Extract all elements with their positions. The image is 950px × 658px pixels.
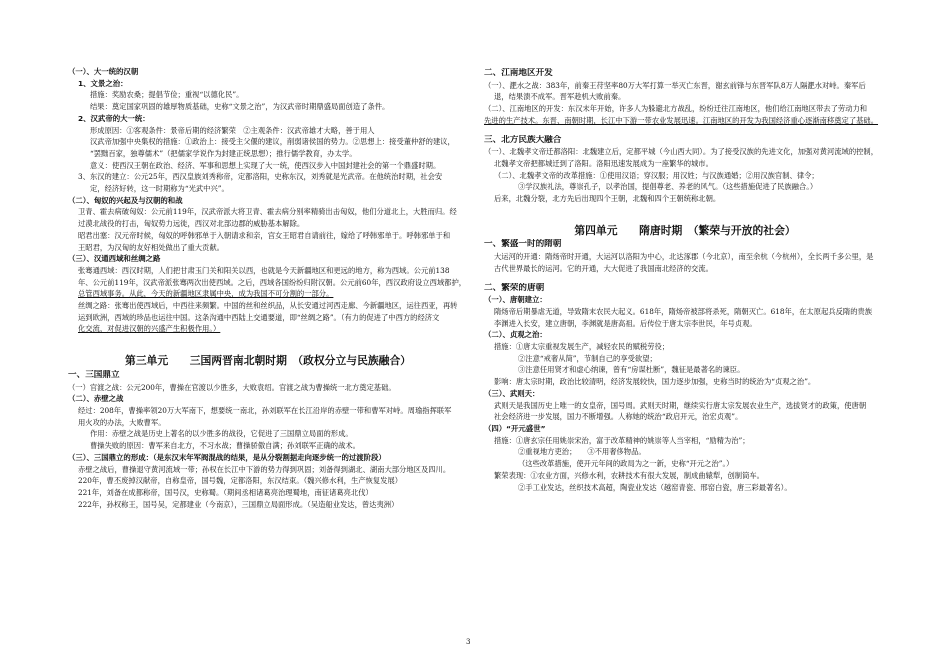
text-line: 222年，孙权称王，国号吴，定都建业（今南京），三国鼎立局面形成。（吴造船业发达，曾达夷洲） — [78, 499, 399, 509]
text-line: 古代世界最长的运河。它的开通，大大促进了我国南北经济的交流。 — [494, 263, 713, 273]
text-line: 用火攻的办法，大败曹军。 — [78, 417, 166, 427]
text-line: 退，结果溃不成军。晋军趁机大败前秦。 — [494, 92, 626, 102]
right-column — [484, 66, 886, 493]
subsection-heading: （四）“开元盛世” — [484, 423, 546, 433]
page-number: 3 — [466, 638, 471, 646]
text-line: （一）、北魏孝文帝迁都洛阳：北魏建立后，定都平城（今山西大同）。为了接受汉族的先进文化，加强对黄河流域的控制， — [484, 147, 879, 157]
text-line: 张骞通西域：西汉时期，人们把甘肃玉门关和阳关以西，也就是今天新疆地区和更远的地方，称为西域。公元前138 — [78, 265, 450, 275]
text-line: 社会经济进一步发展，国力不断增强。人称她的统治“政启开元，治宏贞观”。 — [494, 412, 743, 422]
text-line: 年、公元前119年，汉武帝派张骞两次出使西域。之后，西域各国纷纷归附汉朝。公元前60年，西汉政府设立西域都护， — [78, 277, 467, 287]
subsection-heading: （二）、赤壁之战 — [68, 394, 124, 404]
text-line: ③注意任用贤才和虚心纳谏，曾有“房谋杜断”，魏征是最著名的谏臣。 — [518, 365, 745, 375]
section-heading: 二、江南地区开发 — [484, 68, 553, 78]
left-column — [68, 66, 468, 510]
text-line: （一）官渡之战：公元200年，曹操在官渡以少胜多，大败袁绍。官渡之战为曹操统一北方奠定基础。 — [68, 382, 396, 392]
text-line: （一）、淝水之战：383年，前秦王苻坚率80万大军打算一举灭亡东晋，谢玄前锋与东晋军队8万人隔淝水对峙。秦军后 — [484, 80, 866, 90]
spacer — [484, 275, 886, 281]
section-heading: 二、繁荣的唐朝 — [484, 282, 545, 293]
text-line: ②手工业发达，丝织技术高超，陶瓷业发达（越窑青瓷、邢窑白瓷，唐三彩最著名）。 — [518, 482, 792, 492]
text-line: 作用：赤壁之战是历史上著名的以少胜多的战役，它促进了三国鼎立局面的形成。 — [90, 429, 353, 439]
subsection-heading: （二）、匈奴的兴起及与汉朝的和战 — [68, 195, 183, 205]
text-line: 隋炀帝后期暴虐无道，导致隋末农民大起义。618年，隋炀帝被部将杀死，隋朝灭亡。618年，在太原起兵反隋的贵族 — [494, 306, 873, 316]
text-line: 意义：使西汉王朝在政治、经济、军事和思想上实现了大一统，使西汉步入中国封建社会的第一个鼎盛时期。 — [90, 160, 441, 170]
text-line: 结果：奠定国家巩固的雄厚物质基础，史称“文景之治”，为汉武帝时期鼎盛局面创造了条件。 — [90, 102, 390, 112]
subsection-heading: （二）、贞观之治： — [484, 330, 547, 340]
text-line: 措施：①唐太宗重视发展生产，减轻农民的赋税劳役； — [494, 342, 670, 352]
text-line: 运到欧洲，西域的珍品也运往中国。这条沟通中西陆上交通要道，即“丝绸之路”。（有力的促进了中西方的经济文 — [78, 312, 440, 322]
section-heading: 一、三国鼎立 — [68, 369, 120, 380]
text-line: 总管西域事务。从此，今天的新疆地区隶属中央，成为我国不可分割的一部分。 — [78, 289, 334, 299]
section-heading: 一、繁盛一时的隋朝 — [484, 239, 562, 250]
text-line: 220年，曹丕废掉汉献帝，自称皇帝，国号魏，定都洛阳，东汉结束。（魏兴修水利，生产恢复发展） — [78, 476, 403, 486]
text-line: ②重视地方吏治； ③不用奢侈物品。 — [518, 447, 646, 457]
unit-title: 第四单元 隋唐时期 （繁荣与开放的社会） — [574, 223, 796, 237]
text-line: 经过：208年，曹操率领20万大军南下，想要统一南北，孙刘联军在长江沿岸的赤壁一带和曹军对峙。周瑜指挥联军 — [78, 405, 452, 415]
spacer — [68, 335, 468, 341]
text-line: 3、东汉的建立：公元25年，西汉皇族刘秀称帝，定都洛阳，史称东汉，刘秀就是光武帝。在他统治时期，社会安 — [78, 172, 443, 182]
text-line: 繁荣表现：①农业方面，兴修水利，农耕技术有很大发展，制成曲辕犁，创制筒车。 — [494, 470, 764, 480]
text-line: ②注意“戒奢从简”，节制自己的享受欲望； — [518, 353, 657, 363]
subsection-heading: （三）、武则天： — [484, 388, 540, 398]
text-line: 汉武帝加强中央集权的措施：①政治上：接受主父偃的建议，削弱诸侯国的势力。②思想上：接受董仲舒的建议， — [90, 137, 455, 147]
text-line: 先进的生产技术。东晋、南朝时期，长江中下游一带农业发展迅速。江南地区的开发为我国经济重心逐渐南移奠定了基础。 — [484, 115, 879, 125]
subsection-heading: （三）、汉通西域和丝绸之路 — [68, 254, 161, 264]
section-heading: 三、北方民族大融合 — [484, 134, 562, 145]
text-line: 过漠北战役的打击，匈奴势力远徙，西汉对北部边郡的威胁基本解除。 — [78, 219, 305, 229]
text-line: 221年，刘备在成都称帝，国号汉，史称蜀。（期间丞相诸葛亮治理蜀地，南征诸葛亮北伐） — [78, 487, 373, 497]
text-line: 曹操失败的原因：曹军来自北方，不习水战；曹操骄傲自满；孙刘联军正确的战术。 — [90, 441, 360, 451]
subsection-heading: （三）、三国鼎立的形成：（是东汉末年军阀混战的结果，是从分裂割据走向逐步统一的过渡阶段） — [68, 452, 386, 462]
text-line: （二）、江南地区的开发：东汉末年开始，许多人为躲避北方战乱，纷纷迁往江南地区，他们给江南地区带去了劳动力和 — [484, 104, 868, 114]
spacer — [484, 205, 886, 211]
unit-title: 第三单元 三国两晋南北朝时期 （政权分立与民族融合） — [124, 354, 412, 368]
text-line: 赤壁之战后，曹操退守黄河流域一带；孙权在长江中下游的势力得到巩固；刘备得到湖北、湖南大部分地区及四川。 — [78, 464, 451, 474]
spacer — [484, 127, 886, 133]
text-line: 化交流，对促进汉朝的兴盛产生积极作用。） — [78, 324, 221, 334]
text-line: （这些改革措施，使开元年间的政局为之一新，史称“开元之治”。） — [518, 459, 734, 469]
text-line: “罢黜百家，独尊儒术”（把儒家学说作为封建正统思想）；推行儒学教育，办太学。 — [90, 148, 357, 158]
text-line: 定，经济好转，这一时期称为“光武中兴”。 — [90, 184, 229, 194]
text-line: 丝绸之路：张骞出使西域后，中西往来频繁。中国的丝和丝织品，从长安通过河西走廊、今新疆地区，运往西亚，再转 — [78, 301, 458, 311]
text-line: 昭君出塞：汉元帝时候，匈奴的呼韩邪单于入朝请求和亲，宫女王昭君自请前往，嫁给了呼韩邪单于。呼韩邪单于和 — [78, 230, 451, 240]
subsection-heading: （一）、大一统的汉朝 — [68, 67, 139, 76]
subsection-heading: （一）、唐朝建立： — [484, 295, 547, 305]
text-line: 措施：①唐玄宗任用姚崇宋治，富于改革精神的姚崇等人当宰相，“励精为治”； — [494, 435, 750, 445]
text-line: 北魏孝文帝把都城迁到了洛阳。洛阳迅速发展成为一座繁华的城市。 — [494, 158, 713, 168]
text-line: （二）、北魏孝文帝的改革措施：①使用汉语；穿汉服；用汉姓；与汉族通婚；②用汉族官制、律令； — [494, 170, 819, 180]
text-line: 李渊进入长安，建立唐朝，李渊就是唐高祖。后传位于唐太宗李世民，年号贞观。 — [494, 318, 757, 328]
subsection-heading: 1、文景之治： — [78, 78, 128, 88]
text-line: ③学汉族礼法，尊崇孔子，以孝治国，提倡尊老、养老的风气。（这些措施促进了民族融合。） — [518, 182, 818, 192]
text-line: 大运河的开通：隋炀帝时开通，大运河以洛阳为中心，北达涿郡（今北京），南至余杭（今杭州），全长两千多公里，是 — [494, 252, 874, 262]
text-line: 措施：奖励农桑；提倡节俭；重视“以德化民”。 — [90, 90, 244, 100]
text-line: 卫青、霍去病破匈奴：公元前119年，汉武帝派大将卫青、霍去病分别率精骑出击匈奴，他们分道北上，大胜而归。经 — [78, 207, 457, 217]
text-line: 武则天是我国历史上唯一的女皇帝，国号周。武则天时期，继续实行唐太宗发展农业生产，选拔贤才的政策，使唐朝 — [494, 400, 867, 410]
subsection-heading: 2、汉武帝的大一统： — [78, 113, 150, 123]
text-line: 影响：唐太宗时期，政治比较清明，经济发展较快，国力逐步加强，史称当时的统治为“贞观之治”。 — [494, 377, 816, 387]
text-line: 后来，北魏分裂，北方先后出现四个王朝，北魏和四个王朝统称北朝。 — [494, 194, 721, 204]
text-line: 形成原因：①客观条件：景帝后期的经济繁荣 ②主观条件：汉武帝雄才大略，善于用人 — [90, 125, 375, 135]
text-line: 王昭君，为汉匈的友好相处做出了重大贡献。 — [78, 242, 224, 252]
